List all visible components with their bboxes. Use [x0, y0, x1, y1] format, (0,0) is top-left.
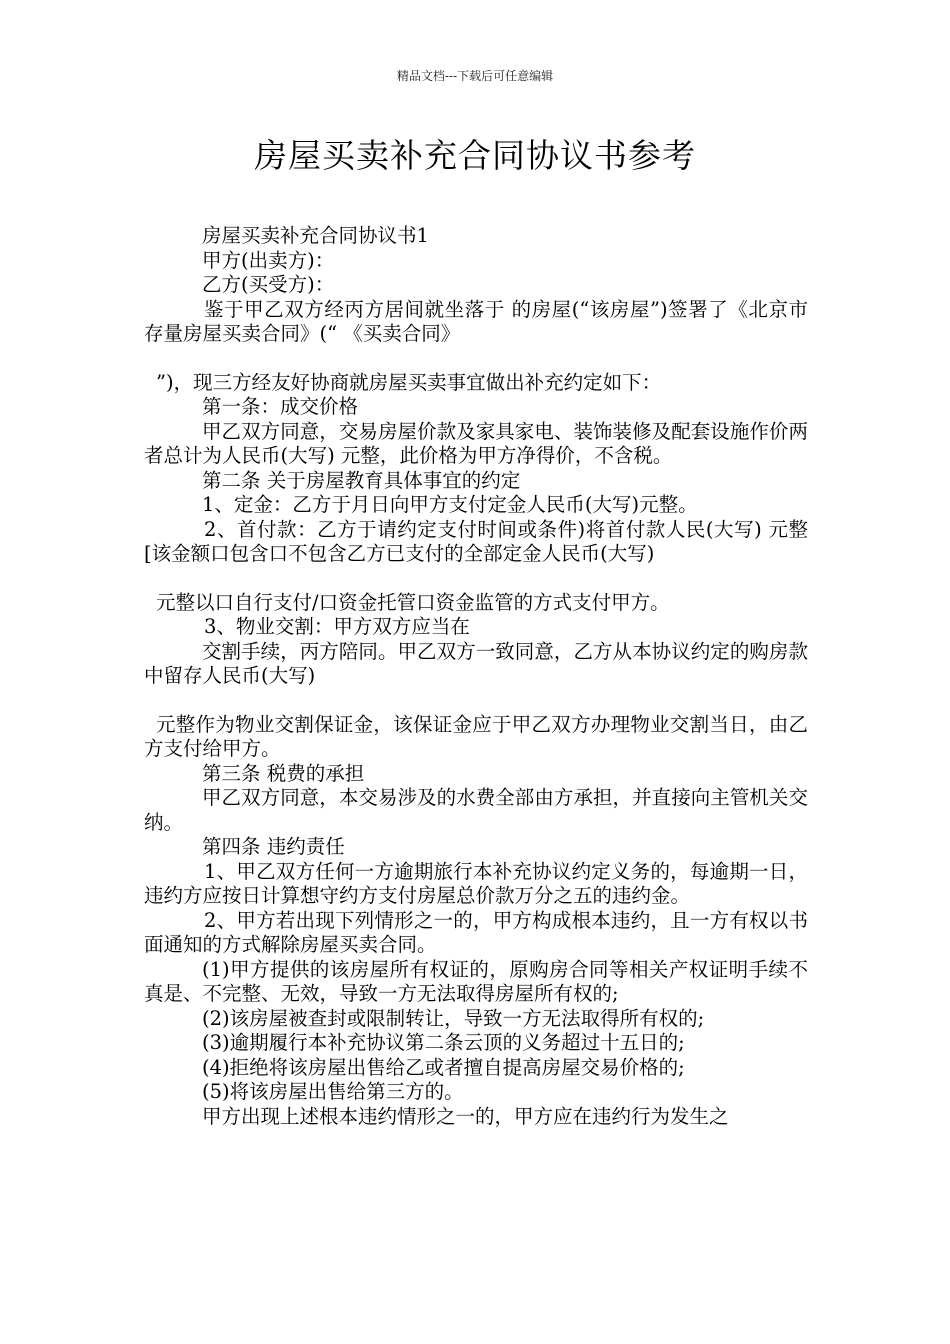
paragraph: ”)，现三方经友好协商就房屋买卖事宜做出补充约定如下：: [156, 370, 662, 394]
paragraph: 元整以口自行支付/口资金托管口资金监管的方式支付甲方。: [156, 590, 670, 614]
paragraph: 甲方出现上述根本违约情形之一的，甲方应在违约行为发生之: [202, 1104, 729, 1128]
paragraph: 第三条 税费的承担: [202, 761, 365, 785]
paragraph: 元整作为物业交割保证金，该保证金应于甲乙双方办理物业交割当日，由乙方支付给甲方。: [144, 712, 808, 760]
paragraph: 乙方(买受方)：: [202, 273, 335, 296]
paragraph: 第四条 违约责任: [202, 835, 345, 858]
document-title: 房屋买卖补充合同协议书参考: [254, 136, 696, 175]
paragraph: 房屋买卖补充合同协议书1: [202, 224, 429, 247]
document-body: [144, 224, 808, 1129]
paragraph: 甲乙双方同意，本交易涉及的水费全部由方承担，并直接向主管机关交纳。: [144, 786, 808, 834]
paragraph: 交割手续，丙方陪同。甲乙双方一致同意，乙方从本协议约定的购房款中留存人民币(大写): [144, 639, 808, 687]
paragraph: 第一条：成交价格: [202, 395, 359, 418]
paragraph: 3、物业交割：甲方双方应当在: [204, 615, 470, 638]
paragraph: (1)甲方提供的该房屋所有权证的，原购房合同等相关产权证明手续不真是、不完整、无效，导致一方无法取得房屋所有权的;: [144, 957, 808, 1005]
paragraph: 2、首付款：乙方于请约定支付时间或条件)将首付款人民(大写) 元整[该金额口包含口不包含乙方已支付的全部定金人民币(大写): [144, 517, 808, 565]
paragraph: 甲乙双方同意，交易房屋价款及家具家电、装饰装修及配套设施作价两者总计为人民币(大写) 元整，此价格为甲方净得价，不含税。: [144, 419, 808, 467]
paragraph: (2)该房屋被查封或限制转让，导致一方无法取得所有权的;: [202, 1006, 705, 1030]
paragraph: (4)拒绝将该房屋出售给乙或者擅自提高房屋交易价格的;: [202, 1055, 685, 1079]
paragraph: 第二条 关于房屋教育具体事宜的约定: [202, 468, 521, 492]
paragraph: 1、甲乙双方任何一方逾期旅行本补充协议约定义务的，每逾期一日，违约方应按日计算想守约方支付房屋总价款万分之五的违约金。: [144, 859, 808, 907]
paragraph: (3)逾期履行本补充协议第二条云顶的义务超过十五日的;: [202, 1031, 685, 1054]
paragraph: (5)将该房屋出售给第三方的。: [202, 1080, 464, 1103]
paragraph: 1、定金：乙方于月日向甲方支付定金人民币(大写)元整。: [202, 493, 698, 516]
paragraph: 鉴于甲乙双方经丙方居间就坐落于 的房屋(“该房屋”)签署了《北京市存量房屋买卖合同》(“ 《买卖合同》: [144, 297, 808, 345]
paragraph: 2、甲方若出现下列情形之一的，甲方构成根本违约，且一方有权以书面通知的方式解除房屋买卖合同。: [144, 908, 808, 956]
page-header: 精品文档---下载后可任意编辑: [396, 69, 554, 83]
paragraph: 甲方(出卖方)：: [202, 248, 335, 272]
